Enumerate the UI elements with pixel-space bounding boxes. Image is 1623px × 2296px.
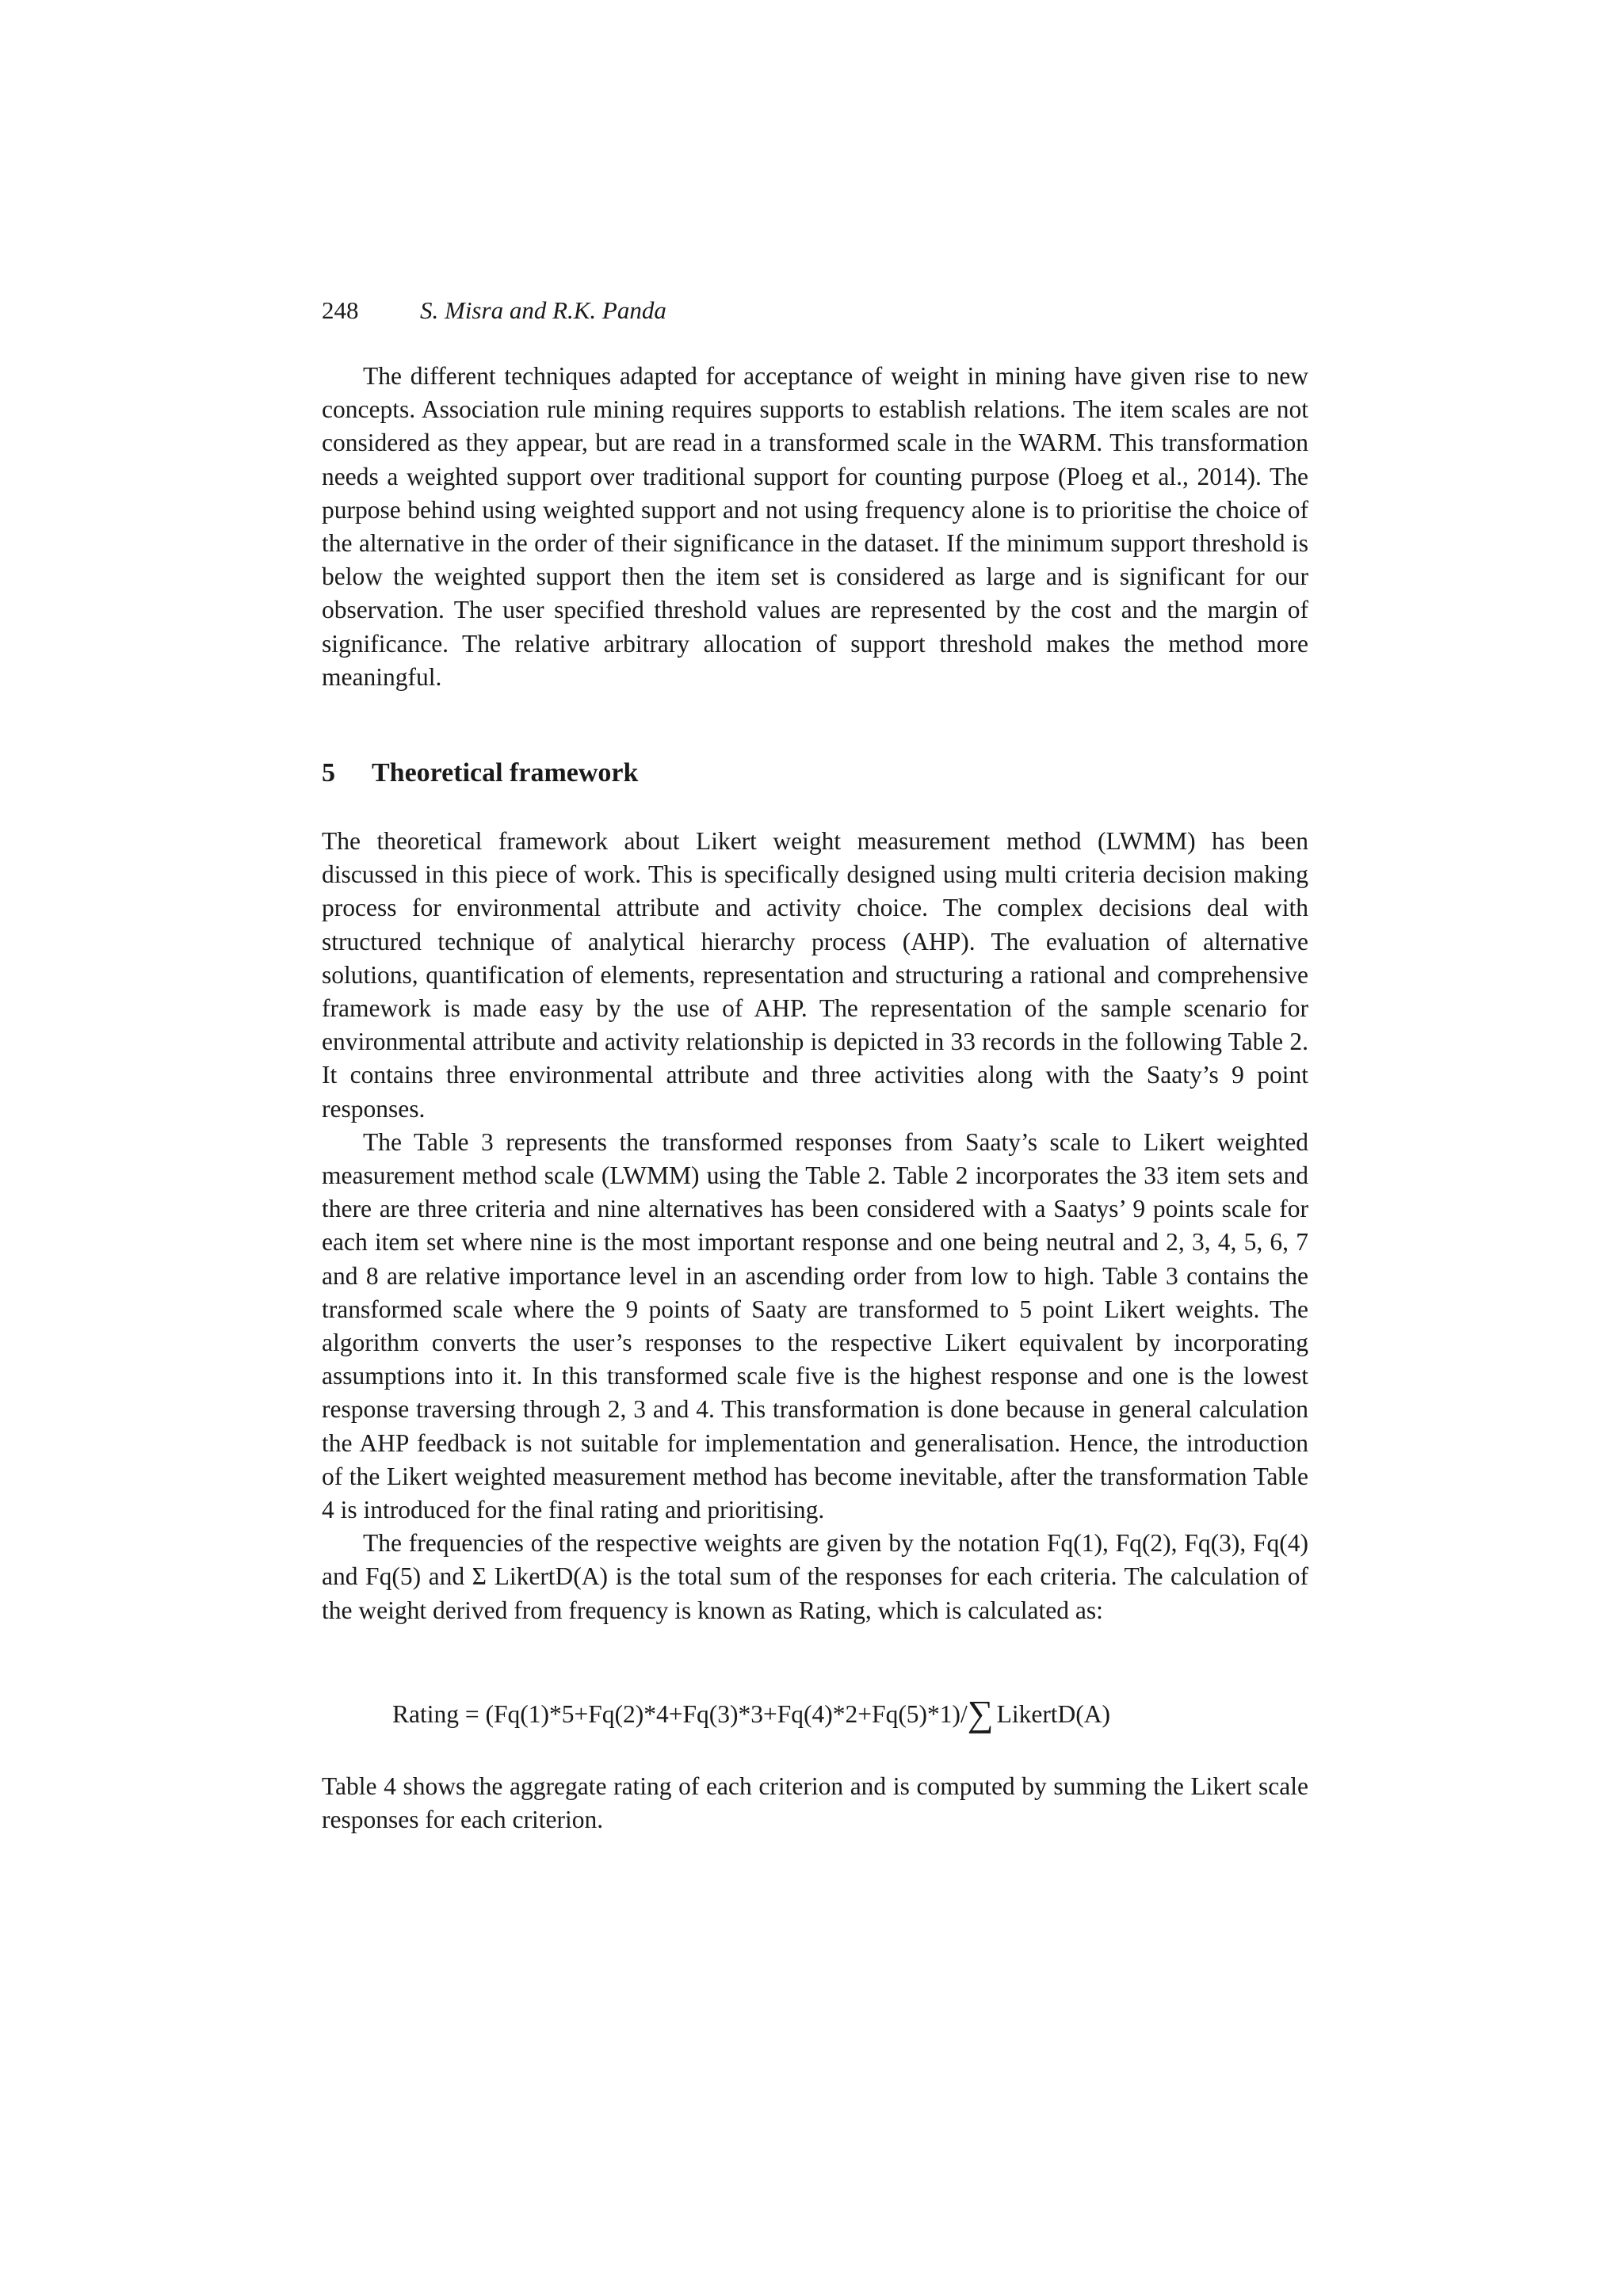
- section-title: Theoretical framework: [372, 758, 639, 788]
- running-head: [322, 295, 666, 326]
- running-head-authors: S. Misra and R.K. Panda: [420, 296, 666, 324]
- closing-paragraph: Table 4 shows the aggregate rating of each criterion and is computed by summing the Likert scale responses for each criterion.: [322, 1772, 1308, 1834]
- section-heading: [322, 756, 638, 791]
- summation-symbol: ∑: [967, 1693, 994, 1733]
- section-paragraph-1: The theoretical framework about Likert weight measurement method (LWMM) has been discussed in this piece of work. This is specifically designed using multi criteria decision making process for environmental attribute and activity choice. The complex decisions deal with structured technique of analytical hierarchy process (AHP). The evaluation of alternative solutions, quantification of elements, representation and structuring a rational and comprehensive framework is made easy by the use of AHP. The representation of the sample scenario for environmental attribute and activity relationship is depicted in 33 records in the following Table 2. It contains three environmental attribute and three activities along with the Saaty’s 9 point responses.: [322, 827, 1308, 1123]
- page-number: 248: [322, 296, 359, 324]
- rating-equation: [392, 1693, 1111, 1733]
- section-paragraph-3: The frequencies of the respective weights are given by the notation Fq(1), Fq(2), Fq(3), Fq(4) and Fq(5) and Σ LikertD(A) is the total sum of the responses for each criteria. The calculation of the weight derived from frequency is known as Rating, which is calculated as:: [322, 1529, 1308, 1624]
- equation-rhs: LikertD(A): [996, 1700, 1111, 1728]
- equation-lhs: Rating = (Fq(1)*5+Fq(2)*4+Fq(3)*3+Fq(4)*2+Fq(5)*1)/: [392, 1700, 968, 1728]
- section-paragraph-2: The Table 3 represents the transformed responses from Saaty’s scale to Likert weighted measurement method scale (LWMM) using the Table 2. Table 2 incorporates the 33 item sets and there are three criteria and nine alternatives has been considered with a Saatys’ 9 points scale for each item set where nine is the most important response and one being neutral and 2, 3, 4, 5, 6, 7 and 8 are relative importance level in an ascending order from low to high. Table 3 contains the transformed scale where the 9 points of Saaty are transformed to 5 point Likert weights. The algorithm converts the user’s responses to the respective Likert equivalent by incorporating assumptions into it. In this transformed scale five is the highest response and one is the lowest response traversing through 2, 3 and 4. This transformation is done because in general calculation the AHP feedback is not suitable for implementation and generalisation. Hence, the introduction of the Likert weighted measurement method has become inevitable, after the transformation Table 4 is introduced for the final rating and prioritising.: [322, 1127, 1308, 1524]
- section-body: [322, 825, 1308, 1627]
- intro-paragraph: The different techniques adapted for acceptance of weight in mining have given rise to new concepts. Association rule mining requires supports to establish relations. The item scales are not considered as they appear, but are read in a transformed scale in the WARM. This transformation needs a weighted support over traditional support for counting purpose (Ploeg et al., 2014). The purpose behind using weighted support and not using frequency alone is to prioritise the choice of the alternative in the order of their significance in the dataset. If the minimum support threshold is below the weighted support then the item set is considered as large and is significant for our observation. The user specified threshold values are represented by the cost and the margin of significance. The relative arbitrary allocation of support threshold makes the method more meaningful.: [322, 362, 1308, 691]
- section-number: 5: [322, 758, 335, 788]
- closing-text-block: [322, 1770, 1308, 1836]
- intro-text-block: [322, 360, 1308, 694]
